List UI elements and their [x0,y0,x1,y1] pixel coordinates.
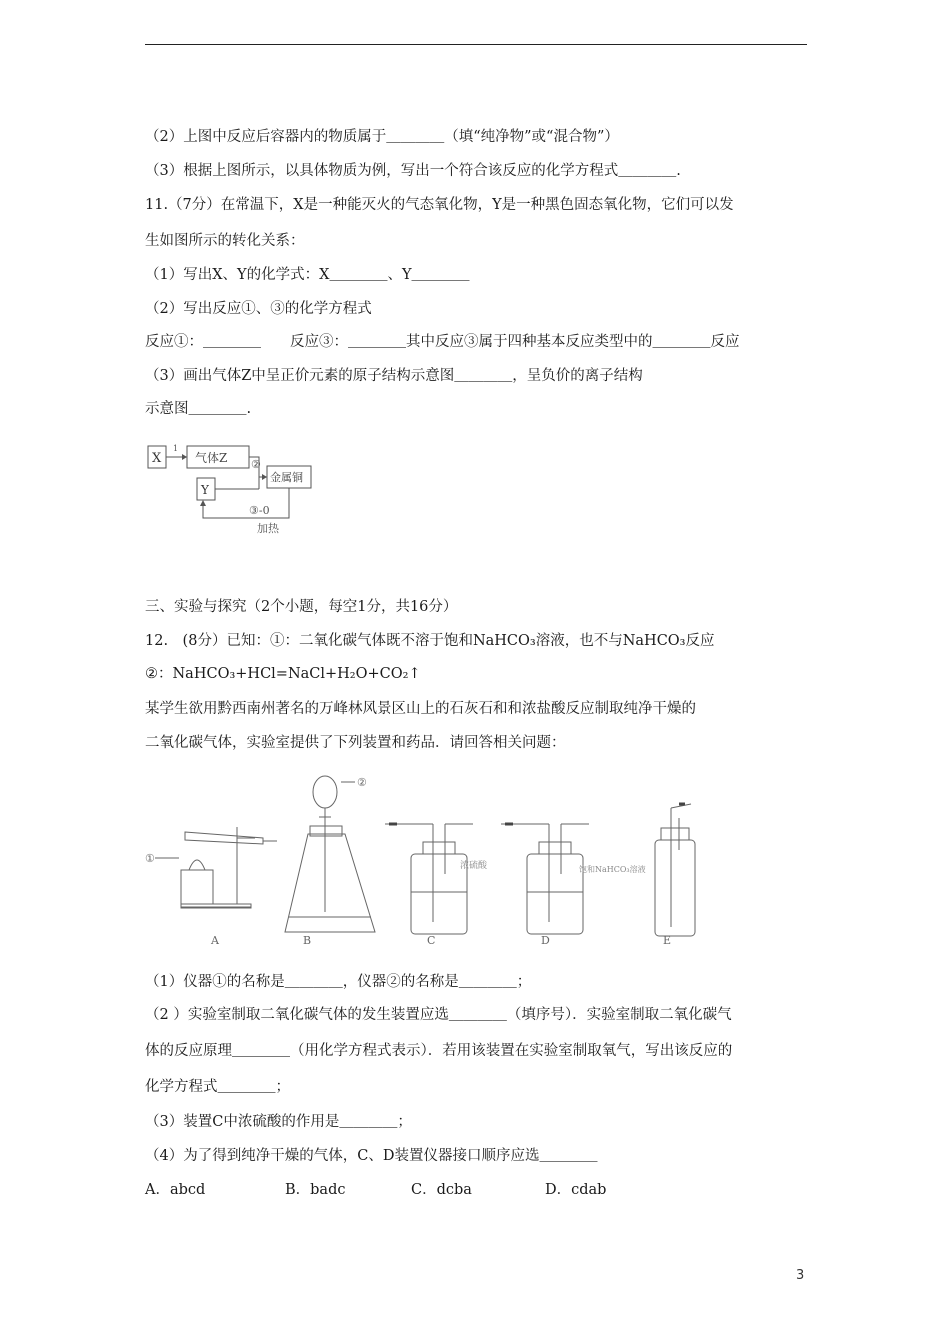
label-a: A [211,934,219,947]
q11-part2-reactions: 反应①：＿＿＿＿ 反应③：＿＿＿＿其中反应③属于四种基本反应类型中的＿＿＿＿反应 [145,334,740,350]
option-b: B．badc [285,1182,346,1198]
q12-intro-line1: 某学生欲用黔西南州著名的万峰林风景区山上的石灰石和和浓盐酸反应制取纯净干燥的 [145,701,696,717]
y-label: Y [201,483,209,497]
label-e: E [663,934,672,947]
option-c: C．dcba [411,1182,472,1198]
q12-intro-line2: 二氧化碳气体，实验室提供了下列装置和药品．请回答相关问题： [145,735,566,751]
q11-part3a: （3）画出气体Z中呈正价元素的原子结构示意图＿＿＿＿，呈负价的离子结构 [145,368,643,384]
label-d: D [541,934,550,947]
q11-stem-line2: 生如图所示的转化关系： [145,233,305,249]
option-d: D．cdab [545,1182,607,1198]
q12-stem: 12. (8分）已知：①：二氧化碳气体既不溶于饱和NaHCO₃溶液，也不与NaHCO₃反应 [145,633,715,649]
q12-part3: （3）装置C中浓硫酸的作用是＿＿＿＿； [145,1114,412,1130]
q11-part3b: 示意图＿＿＿＿. [145,401,252,417]
section3-title: 三、实验与探究（2个小题，每空1分，共16分） [145,599,458,615]
arrow1-label: 1 [173,444,179,453]
q12-part4: （4）为了得到纯净干燥的气体，C、D装置仪器接口顺序应选＿＿＿＿ [145,1148,598,1164]
heat-label: 加热 [257,522,279,535]
q12-part2-line1: （2 ）实验室制取二氧化碳气体的发生装置应选＿＿＿＿（填序号）．实验室制取二氧化碳气 [145,1007,732,1023]
q12-options [145,1180,606,1200]
label-c: C [427,934,436,947]
q11-part1: （1）写出X、Y的化学式：X＿＿＿＿、Y＿＿＿＿ [145,267,470,283]
copper-label: 金属铜 [270,471,303,484]
q12-part2-line2: 体的反应原理＿＿＿＿（用化学方程式表示）．若用该装置在实验室制取氧气，写出该反应的 [145,1043,733,1059]
q11-part2: （2）写出反应①、③的化学方程式 [145,301,372,317]
x-label: X [152,451,162,466]
q11-stem-line1: 11.（7分）在常温下，X是一种能灭火的气态氧化物，Y是一种黑色固态氧化物，它们可以发 [145,197,734,213]
q12-part2-line3: 化学方程式＿＿＿＿； [145,1079,290,1095]
mark-2: ② [357,776,367,789]
page-number: 3 [796,1268,805,1283]
d-liquid-note: 饱和NaHCO₃溶液 [579,865,646,874]
header-rule [145,44,807,45]
q12-fact2: ②：NaHCO₃+HCl=NaCl+H₂O+CO₂↑ [145,666,421,682]
gas-z-label: 气体Z [195,451,228,465]
q10-part2: （2）上图中反应后容器内的物质属于＿＿＿＿（填“纯净物”或“混合物”） [145,129,619,145]
label-b: B [303,934,312,947]
q11-transformation-diagram [145,438,335,538]
q12-part1: （1）仪器①的名称是＿＿＿＿，仪器②的名称是＿＿＿＿； [145,974,532,990]
q12-apparatus-figure [145,762,725,952]
arrow2-label: ② [251,458,261,471]
option-a: A．abcd [145,1182,206,1198]
mark-1: ① [145,852,155,865]
arrow3-label: ③-0 [249,504,270,517]
q10-part3: （3）根据上图所示，以具体物质为例，写出一个符合该反应的化学方程式＿＿＿＿. [145,163,681,179]
c-liquid-note: 浓硫酸 [460,861,488,871]
